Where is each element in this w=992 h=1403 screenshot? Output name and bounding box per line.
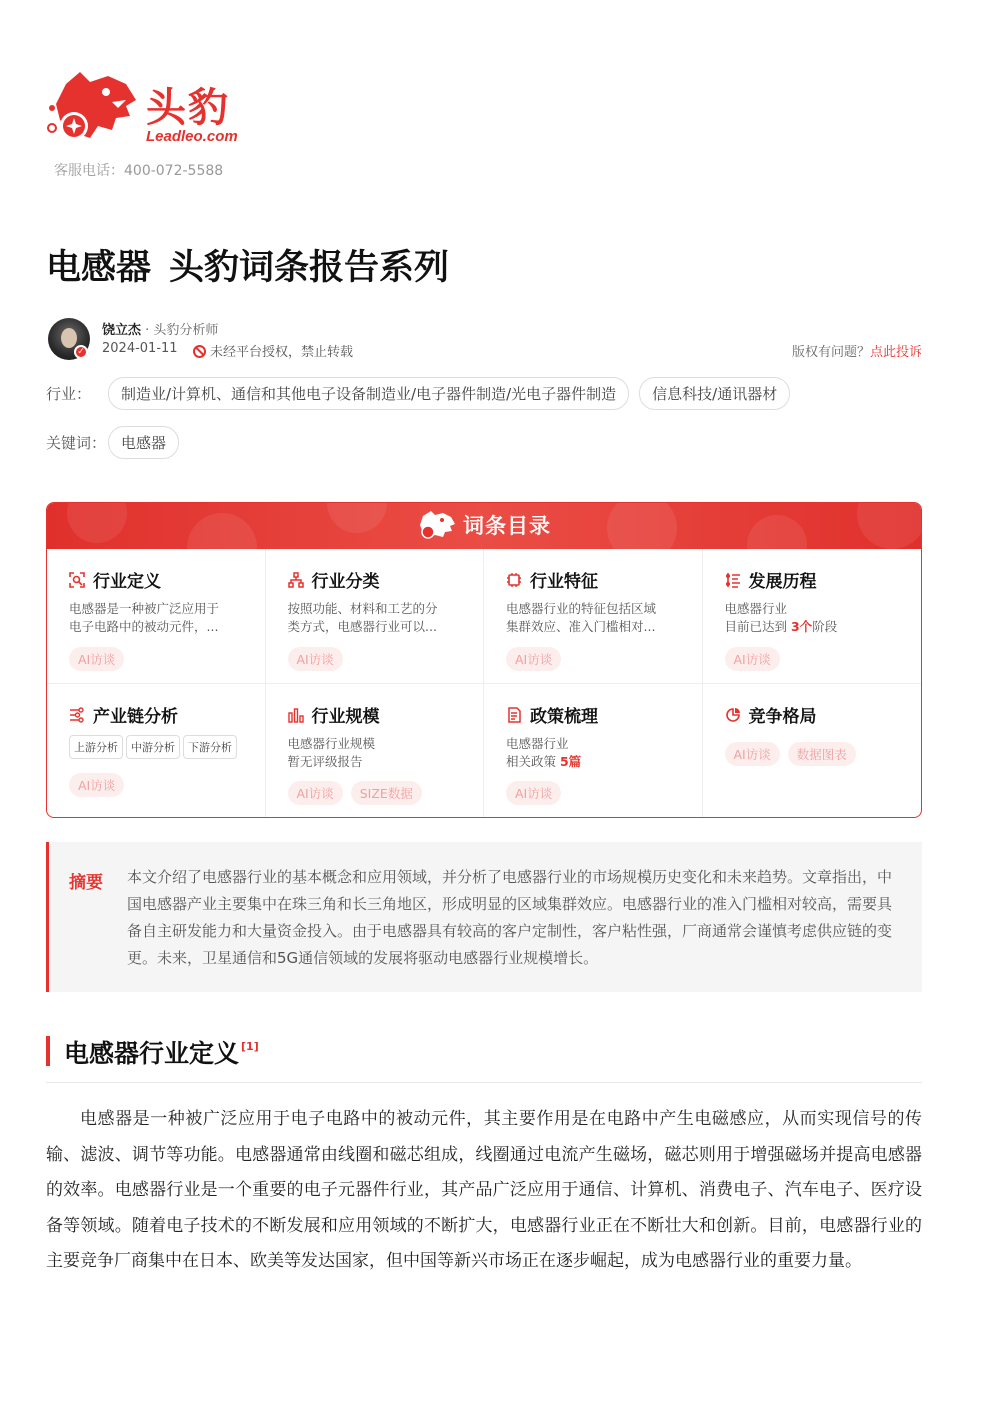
toc-item-features[interactable]	[484, 549, 703, 684]
keyword-tag[interactable]: 电感器	[108, 426, 179, 459]
toc-item-history[interactable]	[703, 549, 922, 684]
author-role: · 头豹分析师	[141, 323, 219, 338]
toc-desc: 按照功能、材料和工艺的分	[287, 601, 438, 616]
toc-desc: 阶段	[812, 619, 838, 634]
size-data-pill[interactable]: SIZE数据	[351, 781, 422, 805]
industry-label: 行业：	[46, 385, 92, 403]
toc-heading: 发展历程	[748, 572, 817, 592]
brand-name-en: Leadleo.com	[146, 128, 238, 145]
title-sub: 头豹词条报告系列	[169, 248, 450, 288]
toc-desc: 相关政策	[506, 754, 560, 769]
copyright-question: 版权有问题？	[791, 345, 870, 360]
stage-count: 3个	[790, 619, 813, 634]
author-line	[102, 319, 218, 338]
ai-interview-pill[interactable]: AI访谈	[506, 781, 561, 805]
policy-count: 5篇	[559, 754, 582, 769]
section-title	[64, 1034, 259, 1070]
toc-desc: 类方式，电感器行业可以...	[287, 619, 437, 634]
bar-chart-icon	[288, 707, 304, 723]
summary-box	[46, 842, 922, 992]
ai-interview-pill[interactable]: AI访谈	[288, 781, 343, 805]
reference-link[interactable]: [1]	[241, 1040, 259, 1053]
ai-interview-pill[interactable]: AI访谈	[69, 773, 124, 797]
toc-desc: 暂无评级报告	[287, 754, 363, 769]
toc-item-market-size[interactable]	[266, 684, 485, 817]
summary-text: 本文介绍了电感器行业的基本概念和应用领域，并分析了电感器行业的市场规模历史变化和未来趋势。文章指出，中国电感器产业主要集中在珠三角和长三角地区，形成明显的区域集群效应。电感器行业的准入门槛相对较高，需要具备自主研发能力和大量资金投入。由于电感器具有较高的客户定制性，客户粘性强，厂商通常会谨慎考虑供应链的变更。未来，卫星通信和5G通信领域的发展将驱动电感器行业规模增长。	[127, 868, 893, 967]
toc-item-definition[interactable]	[47, 549, 266, 684]
toc-desc: 目前已达到	[724, 619, 791, 634]
toc-desc: 电子电路中的被动元件，...	[69, 619, 219, 634]
toc-heading: 产业链分析	[93, 707, 178, 727]
upstream-tag[interactable]: 上游分析	[69, 735, 123, 759]
section-title-text: 电感器行业定义	[64, 1039, 240, 1068]
toc-item-industry-chain[interactable]	[47, 684, 266, 817]
toc-desc: 电感器行业的特征包括区域	[506, 601, 657, 616]
ai-interview-pill[interactable]: AI访谈	[506, 647, 561, 671]
keyword-tags	[108, 426, 179, 459]
brand-name-cn: 头豹	[146, 85, 230, 131]
policy-doc-icon	[506, 707, 522, 723]
toc-item-classification[interactable]	[266, 549, 485, 684]
industry-tag[interactable]: 制造业/计算机、通信和其他电子设备制造业/电子器件制造/光电子器件制造	[108, 377, 629, 410]
toc-heading: 竞争格局	[748, 707, 817, 727]
industry-tags	[108, 377, 800, 410]
ai-interview-pill[interactable]: AI访谈	[725, 647, 780, 671]
summary-label: 摘要	[69, 873, 103, 893]
toc-desc: 电感器行业	[724, 601, 788, 616]
toc-item-competition[interactable]	[703, 684, 922, 817]
ai-interview-pill[interactable]: AI访谈	[288, 647, 343, 671]
complaint-link[interactable]: 点此投诉	[869, 345, 922, 360]
toc-desc: 电感器行业规模	[287, 736, 376, 751]
toc-desc: 电感器行业	[506, 736, 569, 751]
copy-notice	[193, 341, 353, 360]
toc-header	[47, 503, 921, 549]
toc-heading: 行业规模	[311, 707, 380, 727]
toc-heading: 行业定义	[93, 572, 161, 592]
toc-title	[47, 503, 921, 549]
tiger-icon	[417, 510, 457, 540]
industry-tag[interactable]: 信息科技/通讯器材	[639, 377, 790, 410]
toc-item-policy[interactable]	[484, 684, 703, 817]
brand-logo[interactable]	[46, 70, 246, 150]
toc-desc: 电感器是一种被广泛应用于	[69, 601, 220, 616]
toc-heading: 行业分类	[311, 572, 380, 592]
publish-date: 2024-01-11	[102, 341, 178, 356]
toc-desc: 集群效应、准入门槛相对...	[506, 619, 656, 634]
section-divider	[46, 1082, 922, 1083]
toc-heading: 行业特征	[530, 572, 598, 592]
chip-icon	[506, 572, 522, 588]
data-chart-pill[interactable]: 数据图表	[788, 742, 856, 766]
toc-heading: 政策梳理	[530, 707, 598, 727]
ai-interview-pill[interactable]: AI访谈	[725, 742, 780, 766]
copyright-complaint	[792, 341, 922, 360]
verified-badge-icon: ✓	[74, 345, 88, 359]
service-hotline: 客服电话：400-072-5588	[54, 163, 224, 179]
toc-title-text: 词条目录	[463, 514, 551, 538]
downstream-tag[interactable]: 下游分析	[183, 735, 237, 759]
toc-grid	[47, 549, 921, 817]
page-title	[46, 240, 449, 290]
ai-interview-pill[interactable]: AI访谈	[69, 647, 124, 671]
hierarchy-icon	[288, 572, 304, 588]
section-accent-bar	[46, 1036, 50, 1066]
midstream-tag[interactable]: 中游分析	[126, 735, 180, 759]
keyword-label: 关键词：	[46, 434, 107, 452]
ban-icon	[193, 345, 206, 358]
copy-notice-text: 未经平台授权，禁止转载	[210, 345, 354, 360]
toc-panel	[46, 502, 922, 818]
section-body: 电感器是一种被广泛应用于电子电路中的被动元件，其主要作用是在电路中产生电磁感应，从而实现信号的传输、滤波、调节等功能。电感器通常由线圈和磁芯组成，线圈通过电流产生磁场，磁芯则用于增强磁场并提高电感器的效率。电感器行业是一个重要的电子元器件行业，其产品广泛应用于通信、计算机、消费电子、汽车电子、医疗设备等领域。随着电子技术的不断发展和应用领域的不断扩大，电感器行业正在不断壮大和创新。目前，电感器行业的主要竞争厂商集中在日本、欧美等发达国家，但中国等新兴市场正在逐步崛起，成为电感器行业的重要力量。	[46, 1109, 922, 1271]
search-doc-icon	[69, 572, 85, 588]
pie-chart-icon	[725, 707, 741, 723]
timeline-icon	[725, 572, 741, 588]
chain-icon	[69, 707, 85, 723]
author-name[interactable]: 饶立杰	[102, 323, 142, 338]
title-main: 电感器	[46, 248, 152, 288]
tiger-logo-icon	[46, 70, 142, 150]
